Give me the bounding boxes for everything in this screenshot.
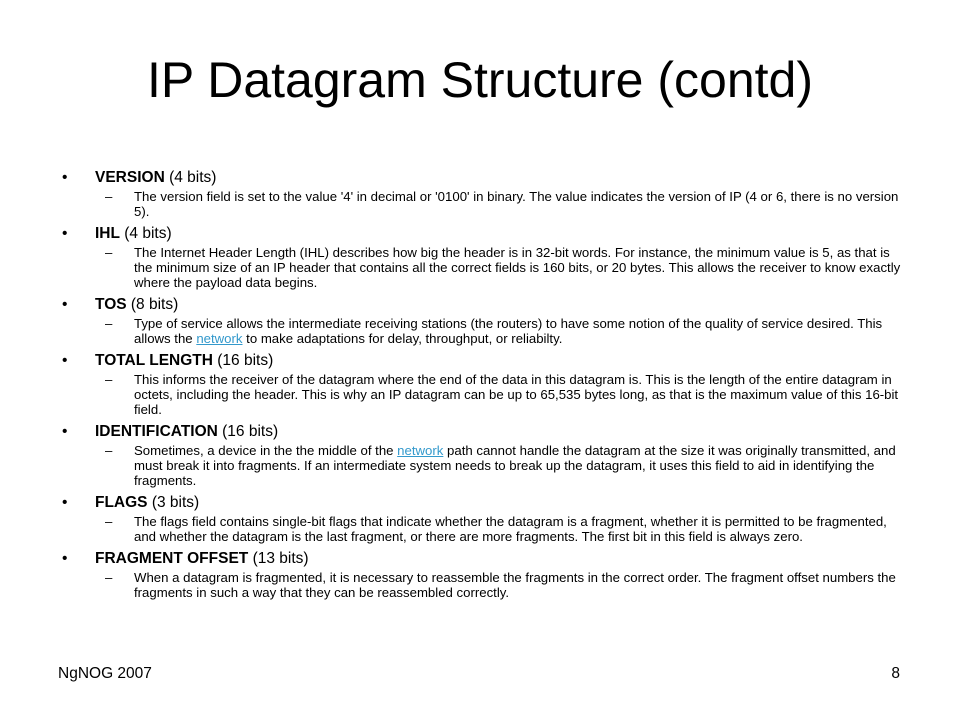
network-link[interactable]: network (196, 331, 243, 346)
field-name: FLAGS (95, 494, 148, 511)
field-name: IDENTIFICATION (95, 423, 218, 440)
field-description (62, 514, 908, 544)
field-heading (62, 351, 908, 371)
bullet-icon: • (62, 423, 68, 440)
field-name: FRAGMENT OFFSET (95, 550, 249, 567)
field-item-ihl (62, 224, 908, 290)
bullet-icon: • (62, 225, 68, 242)
field-heading (62, 295, 908, 315)
bullet-icon: • (62, 550, 68, 567)
field-item-flags (62, 493, 908, 544)
bullet-icon: • (62, 352, 68, 369)
slide-number: 8 (891, 665, 900, 682)
dash-icon: – (105, 189, 113, 204)
field-description (62, 189, 908, 219)
field-bits: (4 bits) (119, 225, 172, 242)
field-heading (62, 493, 908, 513)
field-heading (62, 549, 908, 569)
field-name: TOTAL LENGTH (95, 352, 213, 369)
field-item-version (62, 168, 908, 219)
bullet-icon: • (62, 296, 68, 313)
slide-title: IP Datagram Structure (contd) (146, 52, 813, 108)
description-text: Sometimes, a device in the the middle of the (134, 443, 398, 458)
field-item-identification (62, 422, 908, 488)
field-bits: (4 bits) (164, 169, 217, 186)
description-text: The Internet Header Length (IHL) describes how big the header is in 32-bit words. For instance, the minimum value is 5, as that is the minimum size of an IP header that contains all the correct fields is 160 bits, or 20 bytes. This allows the receiver to know exactly where the payload data begins. (134, 245, 901, 290)
bullet-icon: • (62, 169, 68, 186)
field-description (62, 372, 908, 417)
field-item-total-length (62, 351, 908, 417)
description-text: The flags field contains single-bit flags that indicate whether the datagram is a fragment, whether it is permitted to be fragmented, and whether the datagram is the last fragment, or there are more fragments. The first bit in this field is always zero. (134, 514, 887, 544)
field-heading (62, 422, 908, 442)
field-name: TOS (95, 296, 127, 313)
dash-icon: – (105, 570, 113, 585)
field-bits: (13 bits) (248, 550, 309, 567)
field-item-fragment-offset (62, 549, 908, 600)
field-bits: (16 bits) (217, 423, 279, 440)
field-name: VERSION (95, 169, 165, 186)
field-description (62, 570, 908, 600)
description-text-after: to make adaptations for delay, throughput, or reliabilty. (242, 331, 563, 346)
dash-icon: – (105, 316, 113, 331)
bullet-icon: • (62, 494, 68, 511)
description-text: When a datagram is fragmented, it is necessary to reassemble the fragments in the correct order. The fragment offset numbers the fragments in such a way that they can be reassembled correctly. (134, 570, 896, 600)
description-text: The version field is set to the value '4' in decimal or '0100' in binary. The value indicates the version of IP (4 or 6, there is no version 5). (134, 189, 899, 219)
field-list (62, 168, 908, 605)
dash-icon: – (105, 514, 113, 529)
field-description (62, 443, 908, 488)
field-bits: (8 bits) (126, 296, 179, 313)
dash-icon: – (105, 443, 113, 458)
footer-event-label: NgNOG 2007 (58, 665, 152, 682)
field-bits: (3 bits) (147, 494, 200, 511)
field-bits: (16 bits) (212, 352, 274, 369)
field-name: IHL (95, 225, 120, 242)
dash-icon: – (105, 245, 113, 260)
dash-icon: – (105, 372, 113, 387)
field-description (62, 245, 908, 290)
field-description (62, 316, 908, 346)
field-item-tos (62, 295, 908, 346)
description-text: This informs the receiver of the datagram where the end of the data in this datagram is. This is the length of the entire datagram in octets, including the header. This is why an IP datagram can be up to 65,535 bytes long, as that is the maximum value of this 16-bit field. (134, 372, 899, 417)
field-heading (62, 168, 908, 188)
description-text: Type of service allows the intermediate receiving stations (the routers) to have some notion of the quality of service desired. This allows the (134, 316, 883, 346)
description-text-after: path cannot handle the datagram at the size it was originally transmitted, and must break it into fragments. If an intermediate system needs to break up the datagram, it uses this field to aid in identifying the fragments. (134, 443, 896, 488)
field-heading (62, 224, 908, 244)
network-link[interactable]: network (397, 443, 444, 458)
